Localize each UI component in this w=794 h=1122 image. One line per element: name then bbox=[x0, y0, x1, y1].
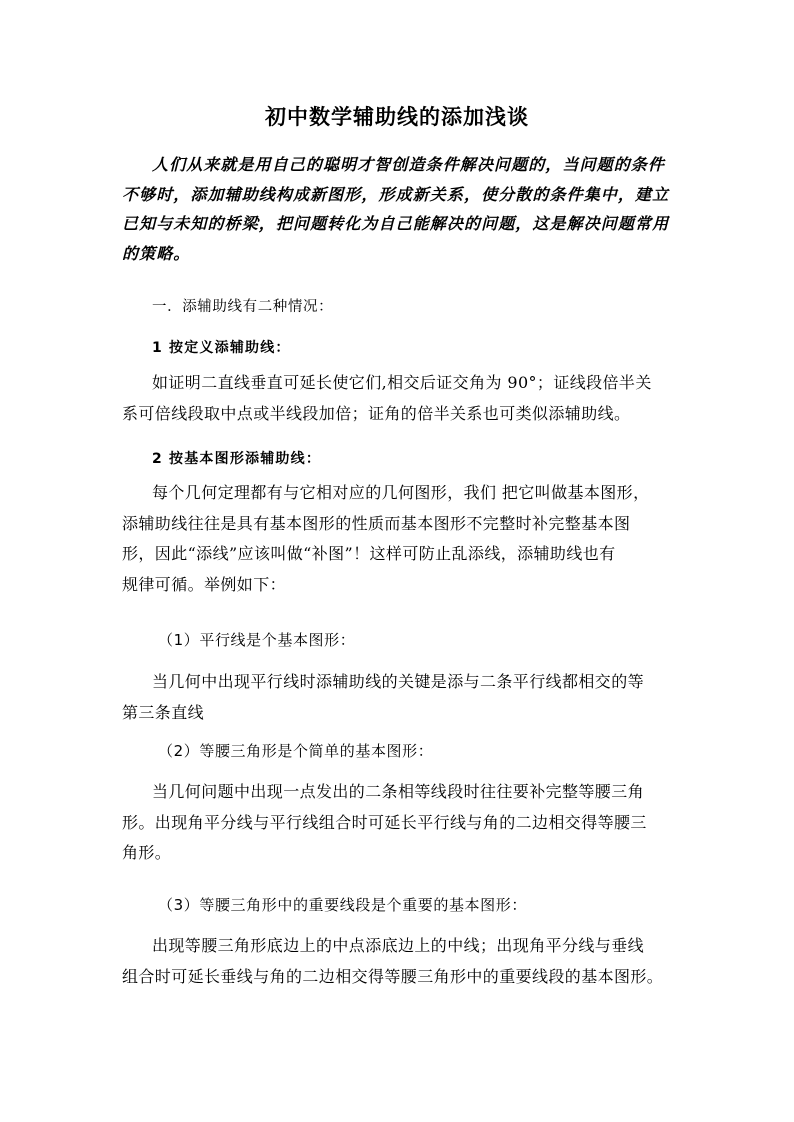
section-heading: 一．添辅助线有二种情况： bbox=[152, 299, 334, 315]
body-line: 如证明二直线垂直可延长使它们,相交后证交角为 90°；证线段倍半关 bbox=[152, 373, 652, 392]
body-line: 当几何问题中出现一点发出的二条相等线段时往往要补完整等腰三角 bbox=[152, 782, 645, 801]
item-heading-3: （3）等腰三角形中的重要线段是个重要的基本图形： bbox=[158, 896, 527, 914]
intro-line: 不够时，添加辅助线构成新图形，形成新关系，使分散的条件集中，建立 bbox=[122, 184, 670, 204]
document-title: 初中数学辅助线的添加浅谈 bbox=[265, 104, 529, 129]
subsection-body-2 bbox=[122, 478, 682, 600]
body-line: 组合时可延长垂线与角的二边相交得等腰三角形中的重要线段的基本图形。 bbox=[122, 966, 664, 986]
body-line: 每个几何定理都有与它相对应的几何图形，我们 把它叫做基本图形， bbox=[152, 483, 650, 502]
body-line: 当几何中出现平行线时添辅助线的关键是添与二条平行线都相交的等 bbox=[152, 672, 645, 691]
body-line: 系可倍线段取中点或半线段加倍；证角的倍半关系也可类似添辅助线。 bbox=[122, 403, 631, 423]
item-body-3 bbox=[122, 931, 682, 992]
intro-line: 已知与未知的桥梁，把问题转化为自己能解决的问题，这是解决问题常用 bbox=[122, 214, 670, 233]
body-line: 角形。 bbox=[122, 843, 172, 862]
body-line: 形，因此“添线”应该叫做“补图”！这样可防止乱添线，添辅助线也有 bbox=[122, 544, 616, 563]
item-heading-1: （1）平行线是个基本图形： bbox=[158, 631, 356, 649]
subsection-body-1 bbox=[122, 368, 682, 429]
intro-paragraph bbox=[122, 150, 682, 268]
body-line: 出现等腰三角形底边上的中点添底边上的中线；出现角平分线与垂线 bbox=[152, 936, 645, 955]
item-body-2 bbox=[122, 777, 682, 869]
body-line: 添辅助线往往是具有基本图形的性质而基本图形不完整时补完整基本图 bbox=[122, 513, 631, 533]
subsection-heading-1: 1 按定义添辅助线： bbox=[152, 340, 291, 356]
body-line: 第三条直线 bbox=[122, 702, 205, 722]
body-line: 形。出现角平分线与平行线组合时可延长平行线与角的二边相交得等腰三 bbox=[122, 812, 647, 832]
item-body-1 bbox=[122, 667, 682, 728]
intro-line: 的策略。 bbox=[122, 243, 191, 263]
item-heading-2: （2）等腰三角形是个简单的基本图形： bbox=[158, 742, 434, 760]
subsection-heading-2: 2 按基本图形添辅助线： bbox=[152, 451, 322, 467]
intro-line: 人们从来就是用自己的聪明才智创造条件解决问题的，当问题的条件 bbox=[152, 155, 666, 174]
body-line: 规律可循。举例如下： bbox=[122, 574, 287, 594]
